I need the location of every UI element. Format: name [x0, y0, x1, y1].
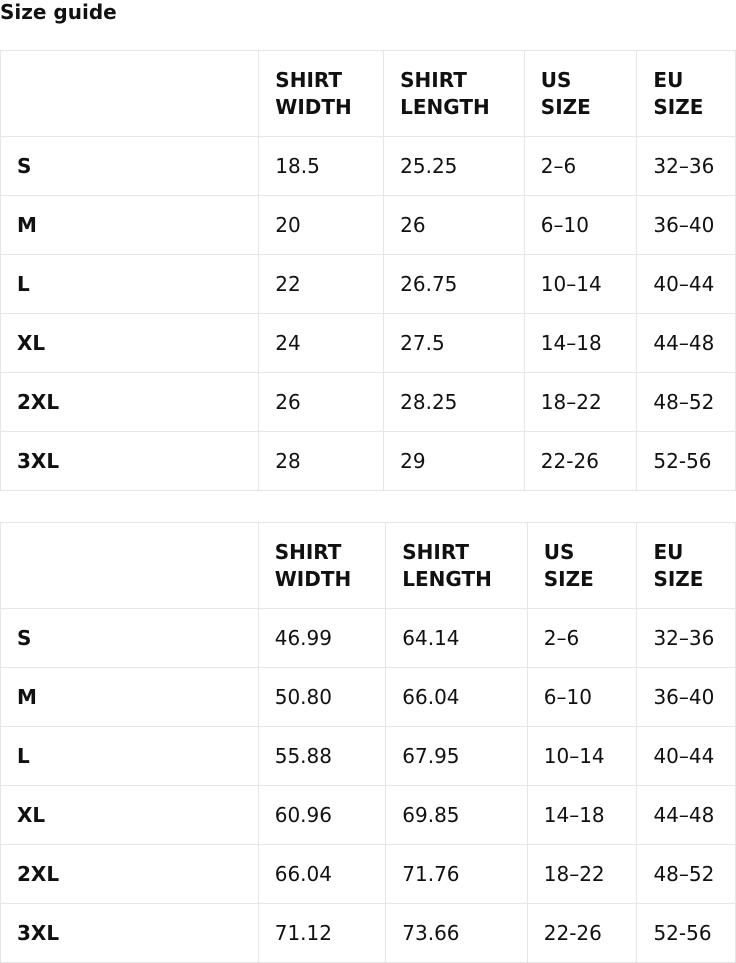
shirt-length-value: 71.76	[386, 845, 527, 904]
header-cell-empty	[1, 51, 259, 137]
table-row	[1, 196, 736, 255]
us-size-value: 14–18	[524, 314, 637, 373]
table-row	[1, 609, 736, 668]
shirt-width-value: 55.88	[258, 727, 386, 786]
shirt-length-value: 66.04	[386, 668, 527, 727]
shirt-length-value: 26	[384, 196, 525, 255]
header-cell-us-size	[527, 523, 637, 609]
header-line: SHIRT	[275, 67, 343, 92]
shirt-width-value: 66.04	[258, 845, 386, 904]
header-row	[1, 523, 736, 609]
page-title: Size guide	[0, 0, 117, 24]
header-line: SHIRT	[402, 539, 469, 564]
header-cell-shirt-length	[384, 51, 525, 137]
us-size-value: 22-26	[527, 904, 637, 963]
table-row	[1, 137, 736, 196]
size-label: XL	[1, 786, 259, 845]
header-line: LENGTH	[402, 566, 492, 591]
header-line: LENGTH	[400, 94, 490, 119]
size-label: M	[1, 668, 259, 727]
shirt-width-value: 28	[259, 432, 384, 491]
shirt-length-value: 29	[384, 432, 525, 491]
shirt-width-value: 20	[259, 196, 384, 255]
header-cell-shirt-width	[259, 51, 384, 137]
us-size-value: 6–10	[524, 196, 637, 255]
header-cell-shirt-width	[258, 523, 386, 609]
shirt-width-value: 71.12	[258, 904, 386, 963]
eu-size-value: 40–44	[637, 727, 736, 786]
table-row	[1, 904, 736, 963]
us-size-value: 2–6	[527, 609, 637, 668]
header-line: WIDTH	[275, 94, 352, 119]
table-row	[1, 786, 736, 845]
eu-size-value: 40–44	[637, 255, 736, 314]
header-line: EU	[653, 539, 684, 564]
eu-size-value: 52-56	[637, 904, 736, 963]
header-cell-empty	[1, 523, 259, 609]
shirt-length-value: 27.5	[384, 314, 525, 373]
size-label: S	[1, 137, 259, 196]
shirt-width-value: 50.80	[258, 668, 386, 727]
header-line: SHIRT	[400, 67, 467, 92]
table-row	[1, 727, 736, 786]
us-size-value: 2–6	[524, 137, 637, 196]
table-row	[1, 845, 736, 904]
header-line: SIZE	[540, 94, 591, 119]
size-label: L	[1, 255, 259, 314]
shirt-length-value: 26.75	[384, 255, 525, 314]
size-table-centimeters	[0, 522, 736, 963]
eu-size-value: 52-56	[637, 432, 736, 491]
us-size-value: 22-26	[524, 432, 637, 491]
shirt-length-value: 67.95	[386, 727, 527, 786]
size-label: 2XL	[1, 845, 259, 904]
shirt-width-value: 22	[259, 255, 384, 314]
eu-size-value: 32–36	[637, 137, 736, 196]
header-cell-eu-size	[637, 523, 736, 609]
size-label: 2XL	[1, 373, 259, 432]
us-size-value: 10–14	[527, 727, 637, 786]
table-row	[1, 432, 736, 491]
size-label: S	[1, 609, 259, 668]
header-line: SIZE	[543, 566, 594, 591]
eu-size-value: 44–48	[637, 786, 736, 845]
size-label: L	[1, 727, 259, 786]
shirt-width-value: 24	[259, 314, 384, 373]
us-size-value: 18–22	[524, 373, 637, 432]
eu-size-value: 32–36	[637, 609, 736, 668]
header-cell-eu-size	[637, 51, 736, 137]
eu-size-value: 48–52	[637, 845, 736, 904]
eu-size-value: 48–52	[637, 373, 736, 432]
shirt-width-value: 26	[259, 373, 384, 432]
shirt-width-value: 46.99	[258, 609, 386, 668]
eu-size-value: 36–40	[637, 196, 736, 255]
header-cell-shirt-length	[386, 523, 527, 609]
size-label: 3XL	[1, 432, 259, 491]
table-row	[1, 255, 736, 314]
us-size-value: 6–10	[527, 668, 637, 727]
header-line: US	[540, 67, 572, 92]
shirt-length-value: 25.25	[384, 137, 525, 196]
table-row	[1, 314, 736, 373]
shirt-width-value: 60.96	[258, 786, 386, 845]
size-label: M	[1, 196, 259, 255]
table-row	[1, 373, 736, 432]
eu-size-value: 44–48	[637, 314, 736, 373]
header-line: SHIRT	[274, 539, 342, 564]
us-size-value: 14–18	[527, 786, 637, 845]
shirt-width-value: 18.5	[259, 137, 384, 196]
header-row	[1, 51, 736, 137]
shirt-length-value: 73.66	[386, 904, 527, 963]
size-label: XL	[1, 314, 259, 373]
header-line: SIZE	[653, 94, 704, 119]
shirt-length-value: 64.14	[386, 609, 527, 668]
size-table-inches	[0, 50, 736, 491]
header-line: SIZE	[653, 566, 704, 591]
us-size-value: 10–14	[524, 255, 637, 314]
header-line: WIDTH	[274, 566, 352, 591]
header-cell-us-size	[524, 51, 637, 137]
header-line: EU	[653, 67, 684, 92]
header-line: US	[543, 539, 575, 564]
shirt-length-value: 69.85	[386, 786, 527, 845]
size-label: 3XL	[1, 904, 259, 963]
shirt-length-value: 28.25	[384, 373, 525, 432]
eu-size-value: 36–40	[637, 668, 736, 727]
table-row	[1, 668, 736, 727]
us-size-value: 18–22	[527, 845, 637, 904]
